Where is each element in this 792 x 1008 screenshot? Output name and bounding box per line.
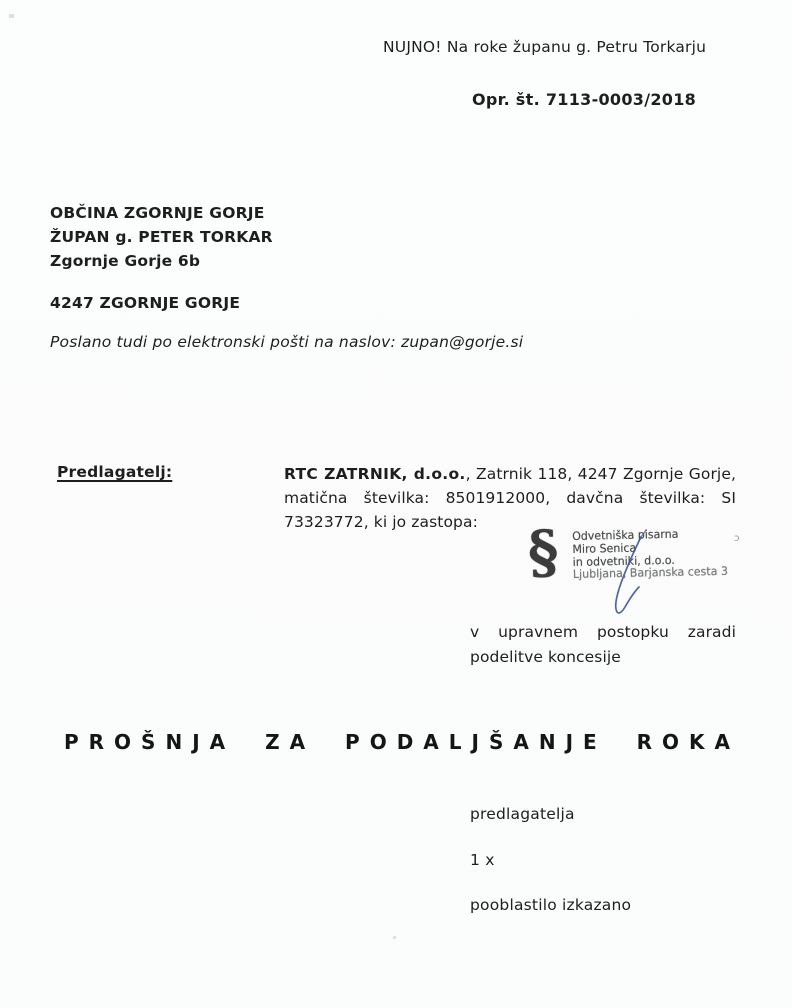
stamp-line-3: in odvetniki, d.o.o.	[572, 552, 675, 569]
law-firm-stamp	[526, 517, 763, 609]
recipient-person: ŽUPAN g. PETER TORKAR	[50, 228, 273, 246]
enclosures-list	[470, 805, 631, 942]
urgent-note: NUJNO! Na roke županu g. Petru Torkarju	[383, 38, 707, 56]
applicant-label: Predlagatelj:	[57, 463, 173, 481]
email-delivery-note: Poslano tudi po elektronski pošti na naslov: zupan@gorje.si	[50, 333, 524, 351]
stamp-line-1: Odvetniška pisarna	[571, 526, 679, 543]
section-sign-icon: §	[526, 517, 560, 587]
applicant-details	[284, 462, 736, 535]
enclosure-item-1: predlagatelja	[470, 805, 575, 823]
stamp-line-2: Miro Senica	[572, 540, 637, 556]
recipient-street: Zgornje Gorje 6b	[50, 252, 201, 270]
applicant-name: RTC ZATRNIK, d.o.o.	[284, 465, 466, 483]
law-firm-stamp-text	[572, 527, 728, 581]
recipient-institution: OBČINA ZGORNJE GORJE	[50, 204, 265, 222]
applicant-details-rest: , Zatrnik 118, 4247 Zgornje Gorje, matična številka: 8501912000, davčna številka: SI 73323772, ki jo zastopa:	[284, 465, 736, 532]
enclosure-item-2: 1 x	[470, 850, 495, 869]
document-title: PROŠNJA ZA PODALJŠANJE ROKA	[64, 730, 741, 754]
recipient-address-block	[50, 201, 273, 315]
recipient-postal: 4247 ZGORNJE GORJE	[50, 294, 241, 312]
proceeding-subject: v upravnem postopku zaradi podelitve koncesije	[470, 623, 736, 666]
scan-artifact	[393, 936, 396, 939]
stamp-line-4: Ljubljana, Barjanska cesta 3	[572, 564, 729, 582]
stamp-edge-mark: ɔ	[734, 533, 740, 544]
enclosure-item-3: pooblastilo izkazano	[470, 896, 632, 914]
scan-artifact	[9, 14, 14, 18]
reference-number: Opr. št. 7113-0003/2018	[472, 90, 697, 109]
